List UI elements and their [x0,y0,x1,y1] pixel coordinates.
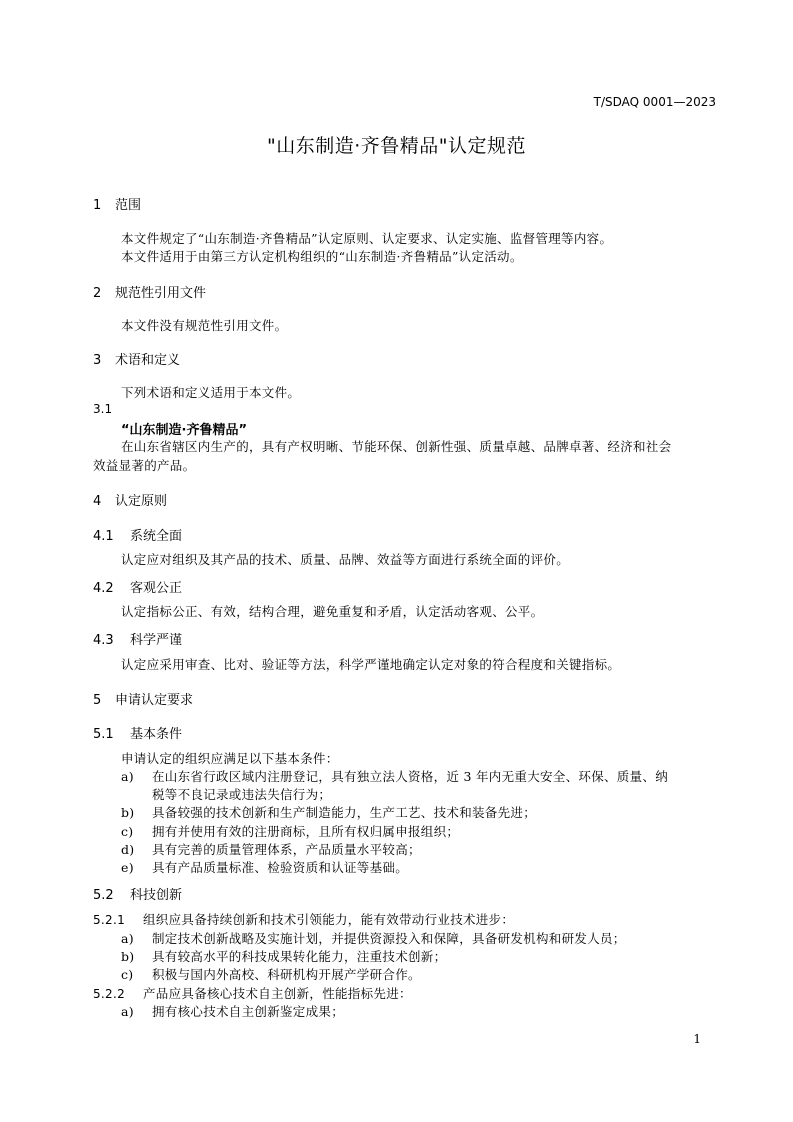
page-number: 1 [693,1032,701,1046]
section-title: 范围 [115,198,142,213]
list-item-text: 具有产品质量标准、检验资质和认证等基础。 [152,860,409,875]
list-marker: e) [121,860,134,875]
list-item-text: 拥有核心技术自主创新鉴定成果； [152,1004,345,1019]
section-4-heading [93,490,167,509]
list-item-text: 具有较高水平的科技成果转化能力，注重技术创新； [152,949,447,964]
list-item [121,947,446,965]
list-item-text: 积极与国内外高校、科研机构开展产学研合作。 [152,967,421,982]
document-code: T/SDAQ 0001—2023 [593,95,716,109]
subsection-number: 4.2 [93,581,114,596]
list-marker: c) [121,967,134,982]
term-definition-continued: 效益显著的产品。 [93,458,196,473]
paragraph: 申请认定的组织应满足以下基本条件： [121,751,339,766]
subsection-number: 5.1 [93,727,114,742]
list-item-continued: 税等不良记录或违法失信行为； [152,787,332,802]
section-number: 5 [93,693,102,708]
list-item-text: 具有完善的质量管理体系，产品质量水平较高； [152,842,421,857]
clause-number: 5.2.1 [93,913,126,927]
list-marker: b) [121,949,135,964]
paragraph: 认定应采用审查、比对、验证等方法，科学严谨地确定认定对象的符合程度和关键指标。 [121,657,621,672]
section-2-heading [93,282,206,301]
subsection-5-1-heading [93,723,182,742]
list-marker: d) [121,842,135,857]
list-marker: a) [121,1004,134,1019]
paragraph: 本文件没有规范性引用文件。 [121,318,288,333]
list-item [121,858,408,876]
list-item-text: 在山东省行政区域内注册登记，具有独立法人资格，近 3 年内无重大安全、环保、质量、纳 [152,769,669,784]
subsection-4-3-heading [93,629,182,648]
list-marker: b) [121,805,135,820]
list-marker: a) [121,769,134,784]
subsection-number: 4.3 [93,633,114,648]
section-5-heading [93,689,193,708]
subsection-number: 4.1 [93,529,114,544]
section-number: 1 [93,198,102,213]
paragraph: 本文件适用于由第三方认定机构组织的“山东制造·齐鲁精品”认定活动。 [121,249,523,264]
paragraph: 本文件规定了“山东制造·齐鲁精品”认定原则、认定要求、认定实施、监督管理等内容。 [121,231,613,246]
section-title: 术语和定义 [115,353,181,368]
list-item [121,803,536,821]
list-item [121,1002,344,1020]
section-number: 3 [93,353,102,368]
list-item [121,929,626,947]
subsection-title: 基本条件 [130,727,183,742]
clause-text: 组织应具备持续创新和技术引领能力，能有效带动行业技术进步： [143,912,515,927]
list-marker: c) [121,824,134,839]
section-1-heading [93,194,141,213]
section-3-heading [93,349,180,368]
list-item [121,822,459,840]
clause-5-2-2 [93,984,412,1002]
list-item [121,767,668,785]
document-title: "山东制造·齐鲁精品"认定规范 [266,135,527,157]
subsection-4-2-heading [93,577,182,596]
list-item-text: 制定技术创新战略及实施计划，并提供资源投入和保障，具备研发机构和研发人员； [152,931,626,946]
clause-text: 产品应具备核心技术自主创新，性能指标先进： [143,986,412,1001]
list-item-text: 具备较强的技术创新和生产制造能力，生产工艺、技术和装备先进； [152,805,537,820]
subsection-4-1-heading [93,525,182,544]
subsection-title: 科技创新 [130,888,183,903]
list-item [121,840,421,858]
term-number: 3.1 [93,402,113,416]
subsection-title: 系统全面 [130,529,183,544]
section-title: 申请认定要求 [115,693,194,708]
list-marker: a) [121,931,134,946]
paragraph: 认定指标公正、有效，结构合理，避免重复和矛盾，认定活动客观、公平。 [121,604,544,619]
section-number: 4 [93,494,102,509]
subsection-number: 5.2 [93,888,114,903]
section-title: 规范性引用文件 [115,286,207,301]
section-title: 认定原则 [115,494,168,509]
subsection-title: 客观公正 [130,581,183,596]
list-item-text: 拥有并使用有效的注册商标，且所有权归属申报组织； [152,824,460,839]
subsection-5-2-heading [93,884,182,903]
paragraph: 认定应对组织及其产品的技术、质量、品牌、效益等方面进行系统全面的评价。 [121,552,570,567]
clause-5-2-1 [93,910,514,928]
list-item [121,965,421,983]
paragraph: 下列术语和定义适用于本文件。 [121,385,301,400]
clause-number: 5.2.2 [93,987,126,1001]
subsection-title: 科学严谨 [130,633,183,648]
term-name: “山东制造·齐鲁精品” [121,423,248,438]
section-number: 2 [93,286,102,301]
term-definition: 在山东省辖区内生产的，具有产权明晰、节能环保、创新性强、质量卓越、品牌卓著、经济和社会 [121,439,672,454]
